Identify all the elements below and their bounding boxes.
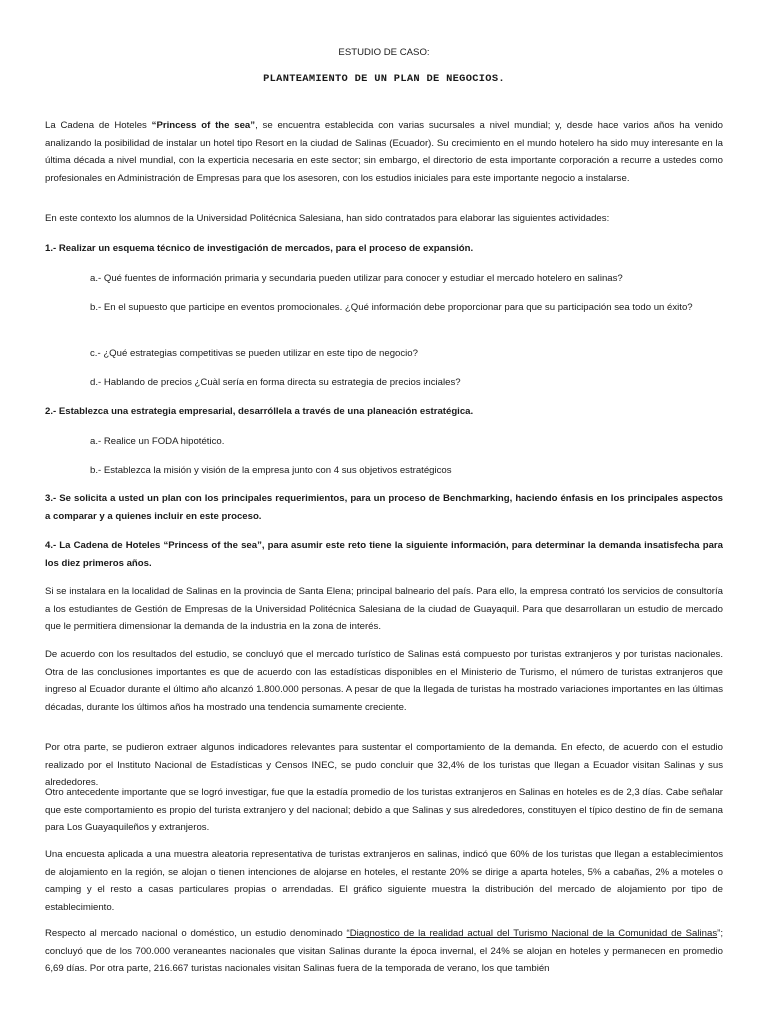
paragraph-stay-duration: Otro antecedente importante que se logró investigar, fue que la estadía promedio de los turistas extranjeros en Salinas en hoteles es de 2,3 días. Cabe señalar que este comportamiento es propio del turista extranjero y del nacional; debido a que Salinas y sus alrededores, constituyen el típico destino de fin de semana para Los Guayaquileños y extranjeros. <box>45 787 723 834</box>
document-heading: ESTUDIO DE CASO: <box>338 47 430 58</box>
question-1c: c.- ¿Qué estrategias competitivas se pueden utilizar en este tipo de negocio? <box>90 348 418 359</box>
question-2b: b.- Establezca la misión y visión de la empresa junto con 4 sus objetivos estratégicos <box>90 465 452 476</box>
document-subheading: PLANTEAMIENTO DE UN PLAN DE NEGOCIOS. <box>263 73 505 85</box>
question-1: 1.- Realizar un esquema técnico de investigación de mercados, para el proceso de expansión. <box>45 243 474 254</box>
question-2a: a.- Realice un FODA hipotético. <box>90 436 225 447</box>
question-1b: b.- En el supuesto que participe en eventos promocionales. ¿Qué información debe proporcionar para que su participación sea todo un éxito? <box>90 302 693 313</box>
paragraph-domestic-market: Respecto al mercado nacional o doméstico, un estudio denominado “Diagnostico de la realidad actual del Turismo Nacional de la Comunidad de Salinas”; concluyó que de los 700.000 veraneantes nacionales que visitan Salinas durante la época invernal, el 24% se alojan en hoteles y permanecen en promedio 6,69 días. Por otra parte, 216.667 turistas nacionales visitan Salinas fuera de la temporada de verano, los que también <box>45 928 723 975</box>
question-1a: a.- Qué fuentes de información primaria y secundaria pueden utilizar para conocer y estudiar el mercado hotelero en salinas? <box>90 273 623 284</box>
intro-paragraph: La Cadena de Hoteles “Princess of the sea”, se encuentra establecida con varias sucursales a nivel mundial; y, desde hace varios años ha venido analizando la posibilidad de instalar un hotel tipo Resort en la ciudad de Salinas (Ecuador). Su crecimiento en el mundo hotelero ha sido muy interesante en la última década a nivel mundial, con la experticia necesaria en este sector; sin embargo, el directorio de esta importante corporación a recurre a ustedes como profesionales en Administración de Empresas para que los asesoren, con los estudios iniciales para este importante negocio a instalarse. <box>45 120 723 184</box>
study-title-link: “Diagnostico de la realidad actual del Turismo Nacional de la Comunidad de Salinas <box>346 928 718 939</box>
paragraph-indicators: Por otra parte, se pudieron extraer algunos indicadores relevantes para sustentar el comportamiento de la demanda. En efecto, de acuerdo con el estudio realizado por el Instituto Nacional de Estadísticas y Censos INEC, se pudo concluir que 32,4% de los turistas que llegan a Ecuador visitan Salinas y sus alrededores. <box>45 742 723 789</box>
paragraph-study-results: De acuerdo con los resultados del estudio, se concluyó que el mercado turístico de Salinas está compuesto por turistas extranjeros y por turistas nacionales. Otra de las conclusiones importantes es que de acuerdo con las estadísticas disponibles en el Ministerio de Turismo, el número de turistas extranjeros que ingreso al Ecuador durante el último año alcanzó 1.800.000 personas. A pesar de que la llegada de turistas ha mostrado variaciones importantes en las últimas décadas, durante los últimos años ha mostrado una tendencia sumamente creciente. <box>45 649 723 713</box>
paragraph-survey: Una encuesta aplicada a una muestra aleatoria representativa de turistas extranjeros en salinas, indicó que 60% de los turistas que llegan a establecimientos de alojamiento en la región, se alojan o tienen intenciones de alojarse en hoteles, el restante 20% se dirige a aparta hoteles, 5% a cabañas, 2% a moteles o camping y el resto a casas particulares propias o arrendadas. El gráfico siguiente muestra la distribución del mercado de alojamiento por tipo de establecimiento. <box>45 849 723 913</box>
question-1d: d.- Hablando de precios ¿Cuàl sería en forma directa su estrategia de precios inciales? <box>90 377 461 388</box>
paragraph-market-study: Si se instalara en la localidad de Salinas en la provincia de Santa Elena; principal balneario del país. Para ello, la empresa contrató los servicios de consultoría a los estudiantes de Gestión de Empresas de la Universidad Politécnica Salesiana de la ciudad de Guayaquil. Para que desarrollaran un estudio de mercado que le permitiera dimensionar la demanda de la industria en la zona de interés. <box>45 586 723 633</box>
hotel-name: “Princess of the sea” <box>151 120 256 131</box>
question-4: 4.- La Cadena de Hoteles “Princess of the sea”, para asumir este reto tiene la siguiente información, para determinar la demanda insatisfecha para los diez primeros años. <box>45 540 723 569</box>
context-paragraph: En este contexto los alumnos de la Universidad Politécnica Salesiana, han sido contratados para elaborar las siguientes actividades: <box>45 213 610 224</box>
question-3: 3.- Se solicita a usted un plan con los principales requerimientos, para un proceso de Benchmarking, haciendo énfasis en los principales aspectos a comparar y a quienes incluir en este proceso. <box>45 493 723 522</box>
question-2: 2.- Establezca una estrategia empresarial, desarróllela a través de una planeación estratégica. <box>45 406 474 417</box>
